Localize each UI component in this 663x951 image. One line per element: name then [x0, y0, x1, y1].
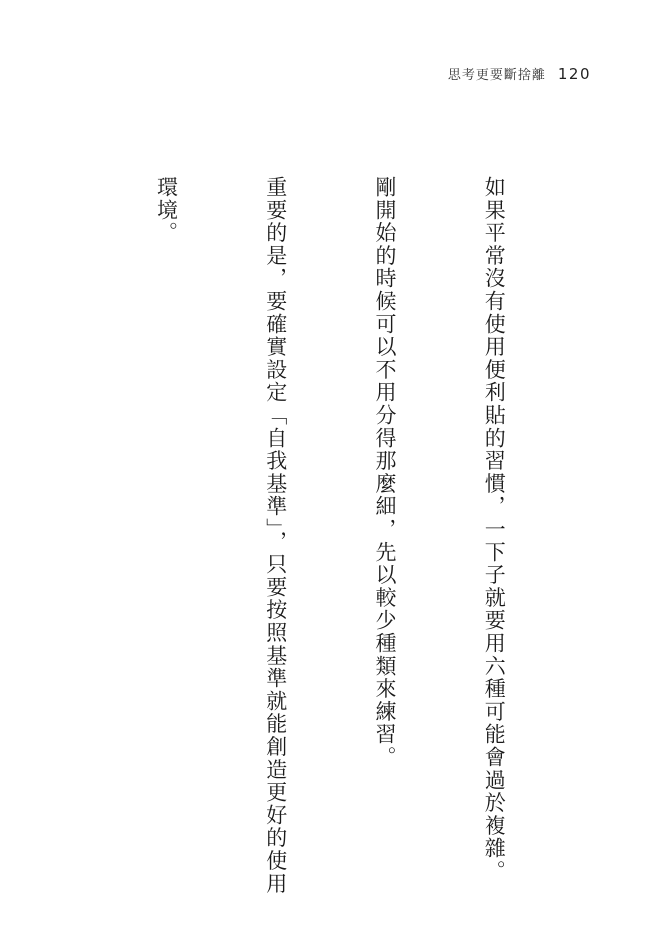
paragraph: 重要的是，要確實設定「自我基準」，只要按照基準就能創造更好的使用 [263, 176, 288, 896]
page-header [448, 64, 591, 83]
vertical-body-text [0, 176, 585, 896]
paragraph: 如果平常沒有使用便利貼的習慣，一下子就要用六種可能會過於複雜。 [482, 176, 507, 883]
paragraph: 剛開始的時候可以不用分得那麼細，先以較少種類來練習。 [372, 176, 397, 769]
page-number: 120 [557, 65, 591, 83]
running-title: 思考更要斷捨離 [447, 68, 546, 83]
paragraph [0, 176, 3, 876]
paragraph: 環境。 [154, 176, 179, 245]
